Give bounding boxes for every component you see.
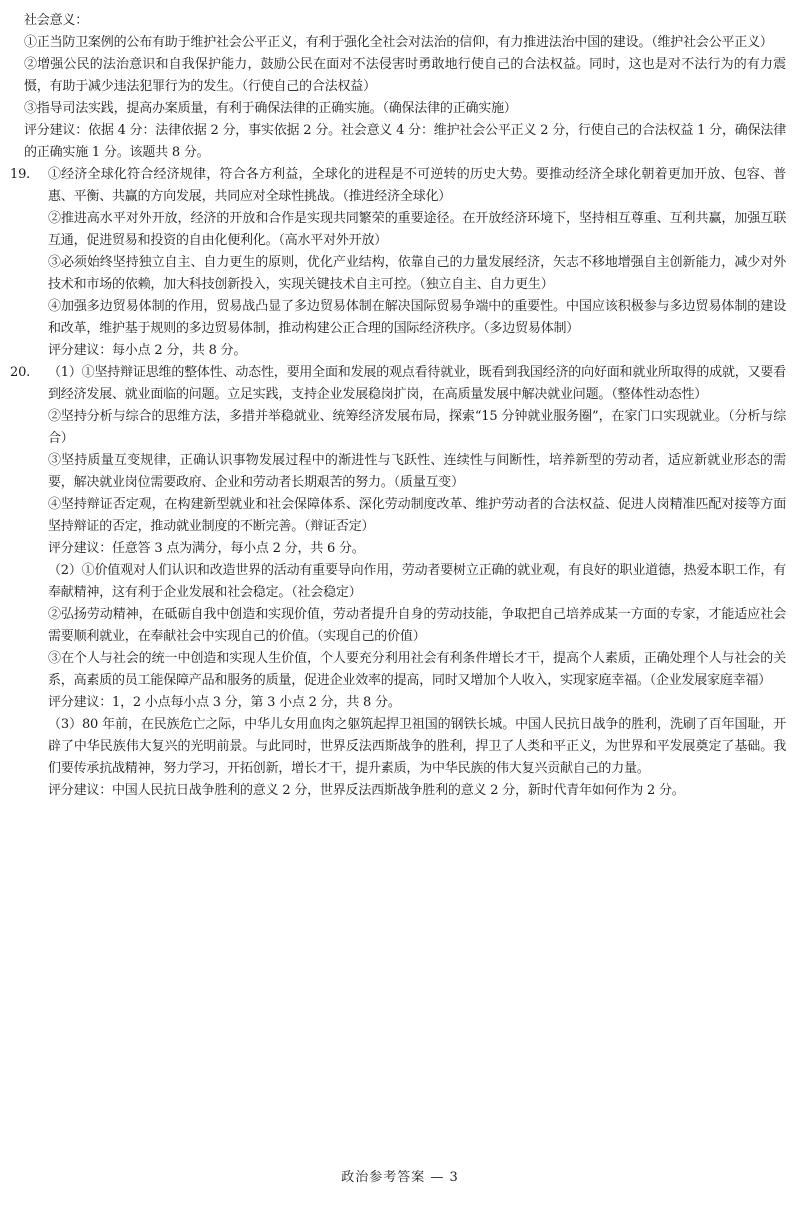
q18-point-1: ①正当防卫案例的公布有助于维护社会公平正义，有利于强化全社会对法治的信仰，有力推进法治中国的建设。（维护社会公平正义） — [24, 35, 773, 50]
q19-block — [10, 164, 786, 208]
q18-point-3: ③指导司法实践，提高办案质量，有利于确保法律的正确实施。（确保法律的正确实施） — [24, 101, 517, 116]
q18-point-2: ②增强公民的法治意识和自我保护能力，鼓励公民在面对不法侵害时勇敢地行使自己的合法权益。同时，这也是对不法行为的有力震慑，有助于减少违法犯罪行为的发生。（行使自己的合法权益） — [24, 57, 786, 94]
q20-part2-point-1: （2）①价值观对人们认识和改造世界的活动有重要导向作用，劳动者要树立正确的就业观，有良好的职业道德，热爱本职工作，有奉献精神，这有利于企业发展和社会稳定。（社会稳定） — [48, 563, 786, 600]
q19-section — [10, 164, 786, 362]
q20-part2-point-3: ③在个人与社会的统一中创造和实现人生价值，个人要充分利用社会有利条件增长才干，提高个人素质，正确处理个人与社会的关系，高素质的员工能保障产品和服务的质量，促进企业效率的提高，同时又增加个人收入，实现家庭幸福。（企业发展家庭幸福） — [48, 651, 786, 688]
answer-content — [10, 10, 786, 802]
q19-point-4: ④加强多边贸易体制的作用，贸易战凸显了多边贸易体制在解决国际贸易争端中的重要性。中国应该积极参与多边贸易体制的建设和改革，维护基于规则的多边贸易体制，推动构建公正合理的国际经济秩序。（多边贸易体制） — [48, 299, 786, 336]
q20-part2-point-2: ②弘扬劳动精神，在砥砺自我中创造和实现价值，劳动者提升自身的劳动技能，争取把自己培养成某一方面的专家，才能适应社会需要顺利就业，在奉献社会中实现自己的价值。（实现自己的价值） — [48, 607, 786, 644]
q20-block — [10, 362, 786, 406]
q20-part3-answer: （3）80 年前，在民族危亡之际，中华儿女用血肉之躯筑起捍卫祖国的钢铁长城。中国人民抗日战争的胜利，洗刷了百年国耻，开辟了中华民族伟大复兴的光明前景。与此同时，世界反法西斯战争的胜利，捍卫了人类和平正义，为世界和平发展奠定了基础。我们要传承抗战精神，努力学习，开拓创新，增长才干，提升素质，为中华民族的伟大复兴贡献自己的力量。 — [48, 717, 786, 776]
q19-scoring: 评分建议：每小点 2 分，共 8 分。 — [48, 343, 247, 358]
page-footer: 政治参考答案 — 3 — [341, 1170, 459, 1185]
q20-part1-point-3: ③坚持质量互变规律，正确认识事物发展过程中的渐进性与飞跃性、连续性与间断性，培养新型的劳动者，适应新就业形态的需要，解决就业岗位需要政府、企业和劳动者长期艰苦的努力。（质量互变） — [48, 453, 786, 490]
q20-number: 20. — [10, 365, 31, 380]
q20-part3-scoring: 评分建议：中国人民抗日战争胜利的意义 2 分，世界反法西斯战争胜利的意义 2 分，新时代青年如何作为 2 分。 — [48, 783, 685, 798]
q20-part1-point-4: ④坚持辩证否定观，在构建新型就业和社会保障体系、深化劳动制度改革、维护劳动者的合法权益、促进人岗精准匹配对接等方面坚持辩证的否定，推动就业制度的不断完善。（辩证否定） — [48, 497, 786, 534]
q19-number: 19. — [10, 167, 31, 182]
q19-point-2: ②推进高水平对外开放，经济的开放和合作是实现共同繁荣的重要途径。在开放经济环境下，坚持相互尊重、互利共赢，加强互联互通，促进贸易和投资的自由化便利化。（高水平对外开放） — [48, 211, 786, 248]
q20-part1-scoring: 评分建议：任意答 3 点为满分，每小点 2 分，共 6 分。 — [48, 541, 365, 556]
q18-scoring: 评分建议：依据 4 分：法律依据 2 分，事实依据 2 分。社会意义 4 分：维护社会公平正义 2 分，行使自己的合法权益 1 分，确保法律的正确实施 1 分。该题共 8 分。 — [24, 123, 786, 160]
q20-part1-point-2: ②坚持分析与综合的思维方法，多措并举稳就业、统筹经济发展布局，探索“15 分钟就业服务圈”，在家门口实现就业。（分析与综合） — [48, 409, 786, 446]
q20-section — [10, 362, 786, 802]
q18-section — [24, 10, 786, 164]
q19-point-3: ③必须始终坚持独立自主、自力更生的原则，优化产业结构，依靠自己的力量发展经济，矢志不移地增强自主创新能力，减少对外技术和市场的依赖，加大科技创新投入，实现关键技术自主可控。（独立自主、自力更生） — [48, 255, 786, 292]
q20-part1-point-1: （1）①坚持辩证思维的整体性、动态性，要用全面和发展的观点看待就业，既看到我国经济的向好面和就业所取得的成就，又要看到经济发展、就业面临的问题。立足实践，支持企业发展稳岗扩岗，在高质量发展中解决就业问题。（整体性动态性） — [48, 365, 786, 402]
q18-heading: 社会意义： — [24, 13, 89, 28]
q19-point-1: ①经济全球化符合经济规律，符合各方利益，全球化的进程是不可逆转的历史大势。要推动经济全球化朝着更加开放、包容、普惠、平衡、共赢的方向发展，共同应对全球性挑战。（推进经济全球化） — [48, 167, 786, 204]
q20-part2-scoring: 评分建议：1，2 小点每小点 3 分，第 3 小点 2 分，共 8 分。 — [48, 695, 401, 710]
